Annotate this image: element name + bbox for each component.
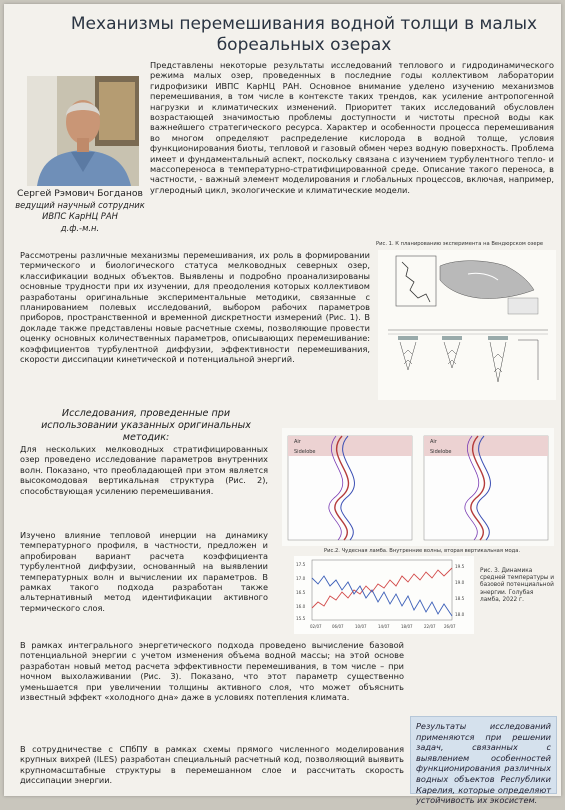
fig2-left-label-sidelobe: Sidelobe — [294, 449, 316, 455]
fig3-x-tick: 18/07 — [401, 624, 413, 629]
intro-paragraph: Представлены некоторые результаты исследований теплового и гидродинамического режима малых озер, проведенных в последние годы коллективом лаборатории гидрофизики ИВПС КарНЦ РАН. Основное внимание уделено изучению механизмов перемешивания, в том числе в контексте таких трендов, как усиление антропогенной нагрузки и климатических изменений. Приоритет таких исследований обусловлен возрастающей значимостью проблемы доступности и чистоты пресной воды как важнейшего стратегического ресурса. Характер и особенности процесса перемешивания во многом определяют распределение кислорода в водной толще, условия функционирования биоты, тепловой и газовый обмен через водную поверхность. Проблема имеет и фундаментальный аспект, поскольку связана с изучением турбулентного тепло- и массопереноса в температурно-стратифицированной среде. Описание такого переноса, в частности, - важный элемент моделирования и глобальных процессов, включая, например, углеродный цикл, экологические и климатические модели. — [150, 60, 554, 195]
waves-paragraph: Для нескольких мелководных стратифицированных озер проведено исследование параметров внутренних волн. Показано, что преобладающей при этом является высокомодовая вертикальная структура (Рис. 2), способствующая усилению перемешивания. — [20, 444, 268, 496]
poster-title: Механизмы перемешивания водной толщи в малых бореальных озерах — [70, 14, 538, 55]
fig2-left-label-air: Air — [294, 439, 301, 445]
fig2-right-label-air: Air — [430, 439, 437, 445]
fig1-caption: Рис. 1. К планированию эксперимента на Вендюрском озере — [376, 241, 544, 247]
fig3-y-left-tick: 17.0 — [296, 576, 306, 581]
fig3-y-right-tick: 18.0 — [455, 612, 465, 617]
figure-3 — [294, 556, 474, 634]
fig3-x-tick: 10/07 — [355, 624, 367, 629]
fig2-caption: Рис.2. Чудесная ламба. Внутренние волны, вторая вертикальная мода. — [324, 548, 521, 554]
fig3-x-tick: 14/07 — [378, 624, 390, 629]
conclusion-text: Результаты исследований применяются при решении задач, связанных с выявлением особенностей функционирования различных водных объектов Республики Карелия, которые определяют устойчивость их экосистем. — [416, 721, 551, 806]
fig3-y-left-tick: 15.5 — [296, 616, 306, 621]
fig3-x-tick: 22/07 — [424, 624, 436, 629]
fig3-y-left-tick: 16.5 — [296, 590, 306, 595]
figure-2 — [282, 428, 554, 546]
fig2-right-label-sidelobe: Sidelobe — [430, 449, 452, 455]
conclusion-box — [410, 716, 557, 806]
author-portrait-image — [27, 76, 139, 186]
fig3-y-left-tick: 16.0 — [296, 604, 306, 609]
poster — [4, 4, 561, 806]
fig3-y-right-tick: 19.5 — [455, 564, 465, 569]
thermal-paragraph: Изучено влияние тепловой инерции на динамику температурного профиля, в частности, предложен и апробирован вариант расчета коэффициента турбулентной диффузии, основанный на выявлении температурных волн и вычислении их параметров. В рамках такого подхода разработан также альтернативный метод идентификации активного термического слоя. — [20, 530, 268, 613]
methods-paragraph: Рассмотрены различные механизмы перемешивания, их роль в формировании термического и биологического статуса мелководных северных озер, классификации водных объектов. Выявлены и подробно проанализированы основные трудности при их изучении, для преодоления которых коллективом разработаны оригинальные экспериментальные методики, связанные с планированием полевых исследований, выбором рабочих параметров приборов, пространственной и временной дискретности измерений (Рис. 1). В докладе также представлены новые расчетные схемы, позволяющие провести оценку основных количественных параметров, описывающих перемешивание: коэффициентов турбулентной диффузии, эффективности перемешивания, скорости диссипации кинетической и потенциальной энергий. — [20, 250, 370, 365]
fig3-x-tick: 02/07 — [310, 624, 322, 629]
fig3-x-tick: 26/07 — [444, 624, 456, 629]
fig2-wave-profiles — [282, 428, 554, 546]
fig3-y-right-tick: 19.0 — [455, 580, 465, 585]
author-photo — [27, 76, 139, 186]
author-degree: д.ф.-м.н. — [60, 222, 100, 233]
author-position: ведущий научный сотрудник ИВПС КарНЦ РАН — [15, 199, 145, 221]
author-block — [10, 188, 150, 234]
figure-1 — [378, 250, 556, 400]
section-heading: Исследования, проведенные при использовании указанных оригинальных методик: — [41, 408, 251, 444]
energy-paragraph: В рамках интегрального энергетического подхода проведено вычисление базовой потенциальной энергии с учетом изменения объема водной массы; на этой основе разработан новый метод расчета эффективности перемешивания, в том числе – при ночном выхолаживании (Рис. 3). Показано, что этот параметр существенно уменьшается при увеличении толщины активного слоя, что может объяснить известный эффект «холодного дна» даже в условиях потепления климата. — [20, 640, 404, 703]
author-name: Сергей Рэмович Богданов — [17, 188, 143, 199]
fig3-y-left-tick: 17.5 — [296, 562, 306, 567]
fig3-timeseries-chart — [294, 556, 474, 634]
les-paragraph: В сотрудничестве с СПбПУ в рамках схемы прямого численного моделирования крупных вихрей (ILES) разработан специальный расчетный код, позволяющий выявить крупномасштабные структуры в перемешанном слое и рассчитать скорость диссипации энергии. — [20, 744, 404, 786]
fig3-x-tick: 06/07 — [332, 624, 344, 629]
fig3-caption: Рис. 3. Динамика средней температуры и базовой потенциальной энергии. Голубая ламба, 2022 г. — [480, 568, 554, 603]
fig1-map-and-scheme — [378, 250, 556, 400]
fig3-y-right-tick: 18.5 — [455, 596, 465, 601]
